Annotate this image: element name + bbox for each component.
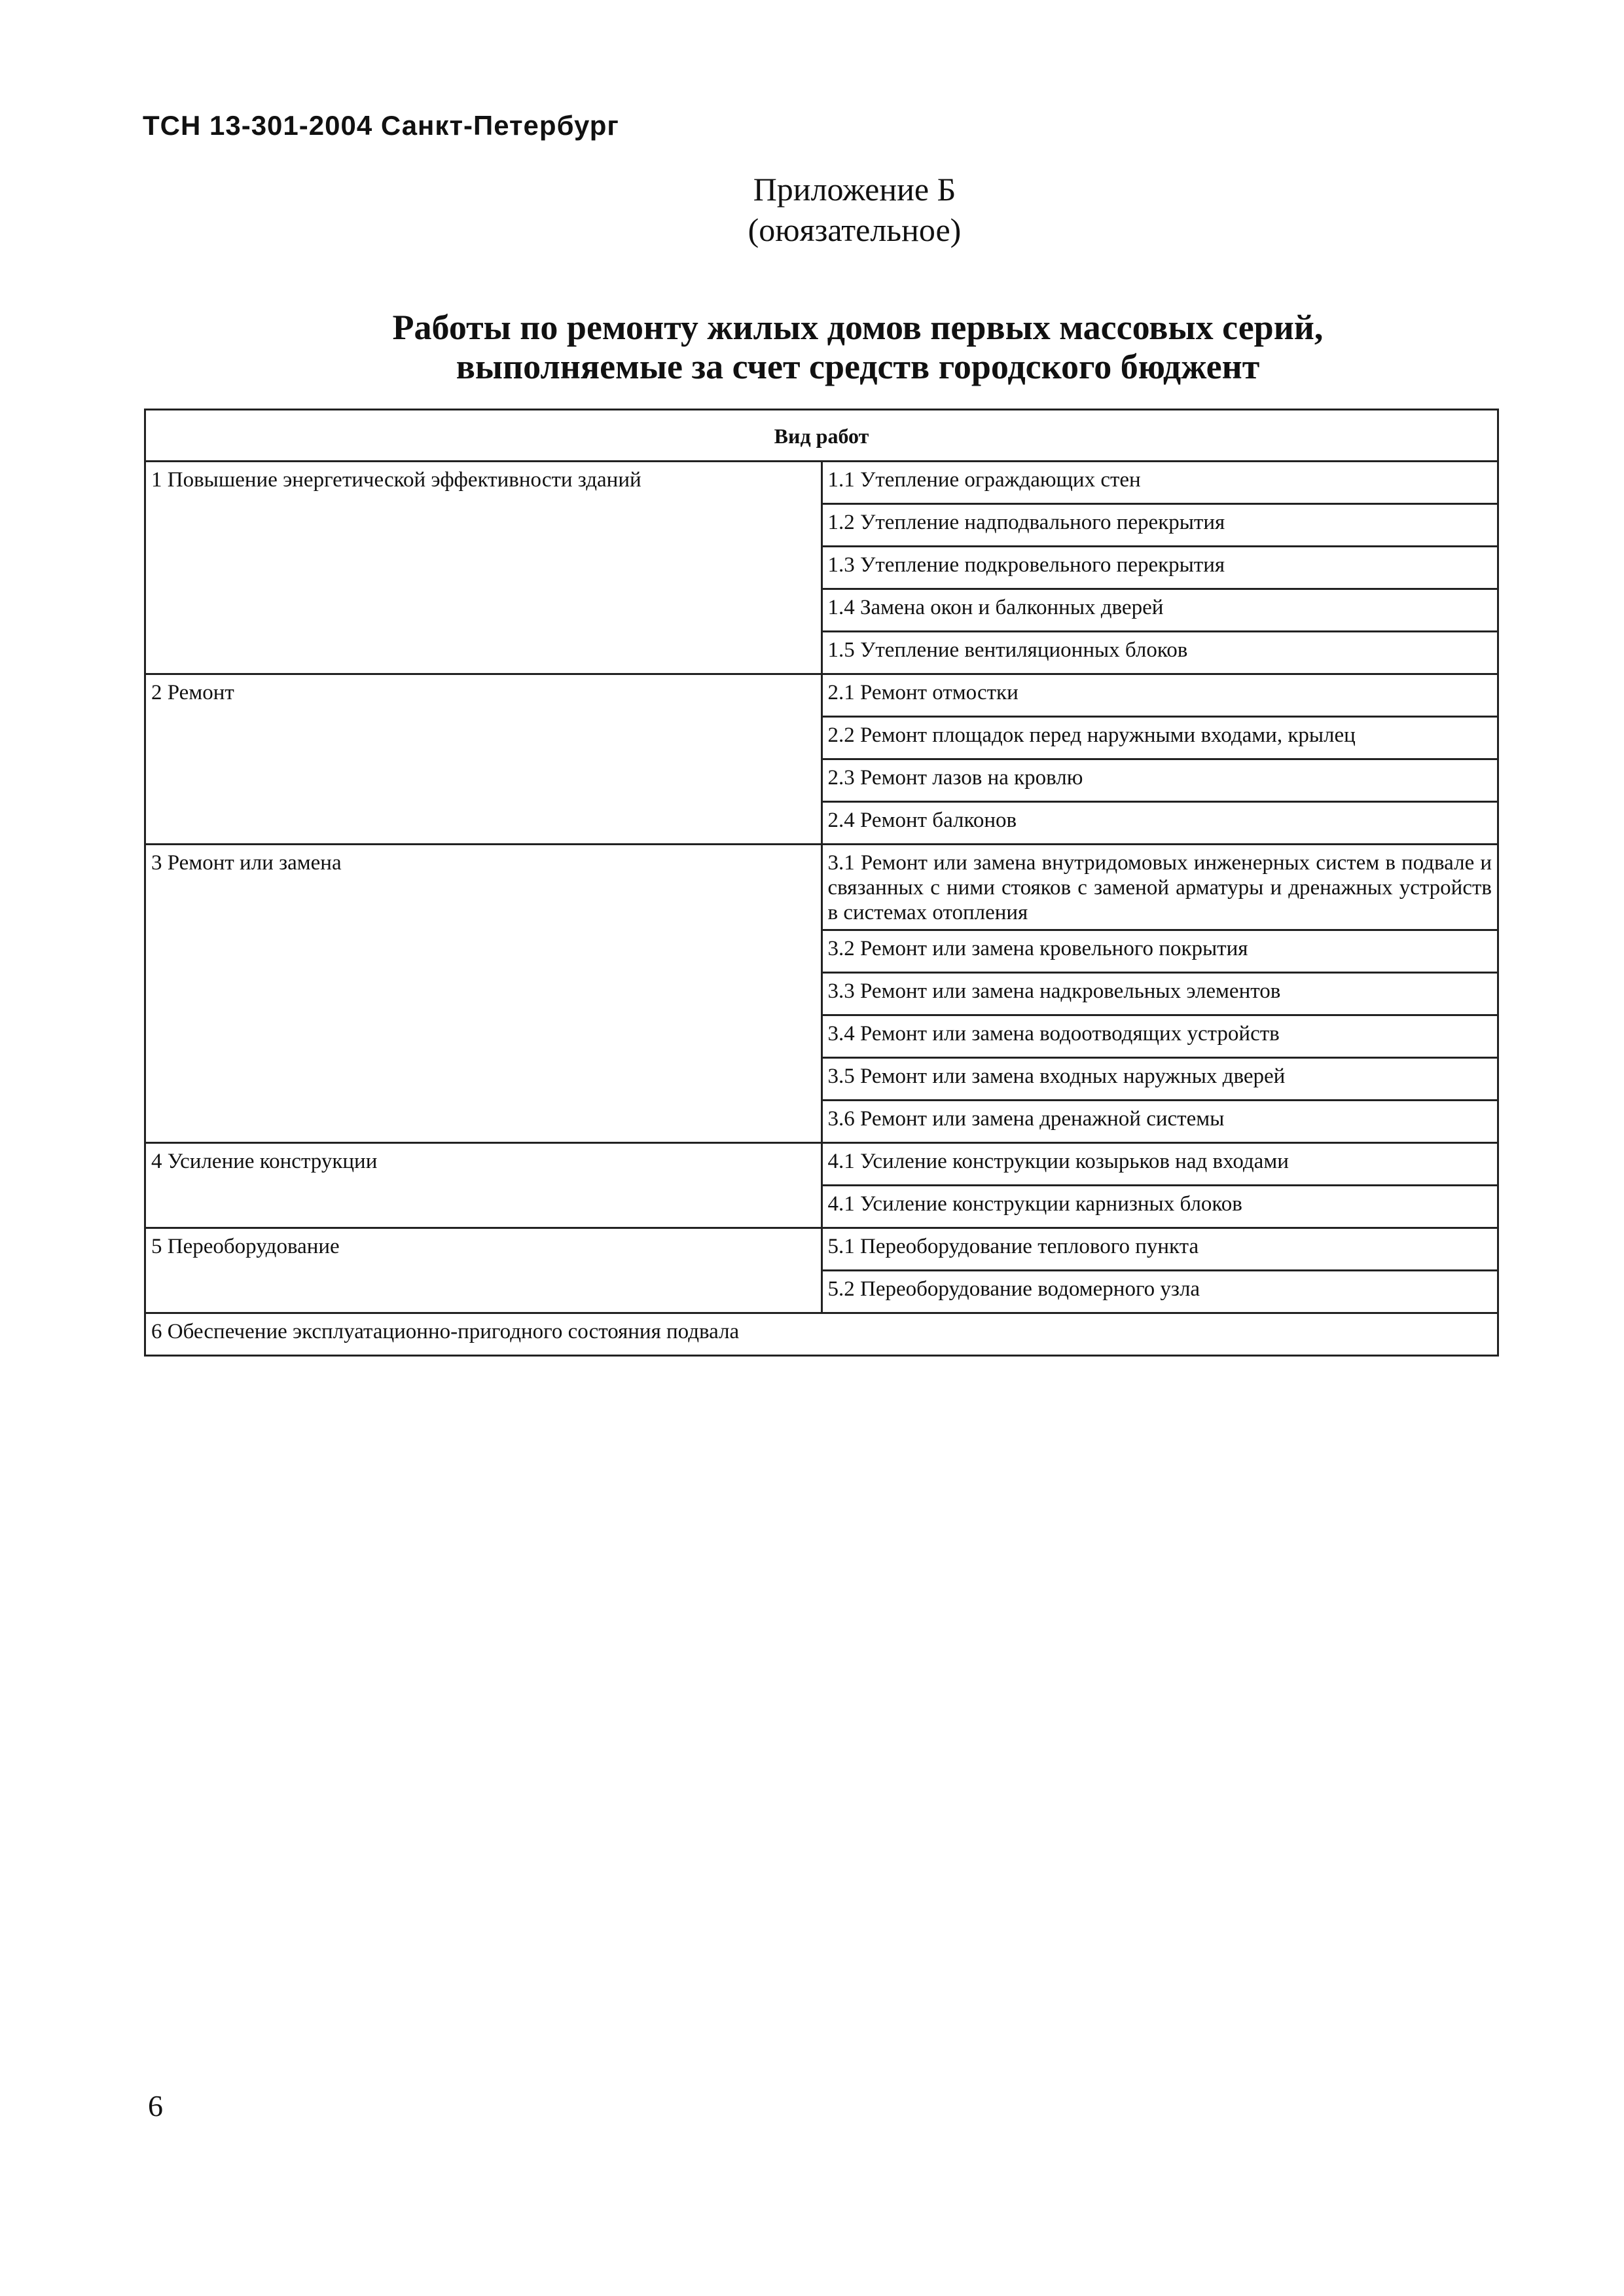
page-number: 6 bbox=[148, 2089, 163, 2123]
work-item: 2.2 Ремонт площадок перед наружными входами, крылец bbox=[821, 717, 1498, 759]
work-item: 3.4 Ремонт или замена водоотводящих устройств bbox=[821, 1015, 1498, 1058]
work-item: 5.1 Переоборудование теплового пункта bbox=[821, 1228, 1498, 1271]
work-item: 1.2 Утепление надподвального перекрытия bbox=[821, 504, 1498, 547]
document-title bbox=[0, 308, 1624, 386]
appendix-heading bbox=[0, 169, 1624, 250]
category-cell: 5 Переоборудование bbox=[145, 1228, 822, 1313]
table-row bbox=[145, 674, 1498, 717]
document-code-header: ТСН 13-301-2004 Санкт-Петербург bbox=[143, 110, 619, 141]
category-cell: 2 Ремонт bbox=[145, 674, 822, 845]
work-item: 3.3 Ремонт или замена надкровельных элементов bbox=[821, 973, 1498, 1015]
table-row bbox=[145, 462, 1498, 504]
category-cell: 4 Усиление конструкции bbox=[145, 1143, 822, 1228]
category-cell: 3 Ремонт или замена bbox=[145, 845, 822, 1143]
basement-condition-row: 6 Обеспечение эксплуатационно-пригодного состояния подвала bbox=[145, 1313, 1498, 1356]
category-cell: 1 Повышение энергетической эффективности зданий bbox=[145, 462, 822, 674]
table-row bbox=[145, 1228, 1498, 1271]
appendix-title: Приложение Б bbox=[753, 171, 956, 208]
work-item: 3.6 Ремонт или замена дренажной системы bbox=[821, 1101, 1498, 1143]
work-item: 4.1 Усиление конструкции карнизных блоков bbox=[821, 1186, 1498, 1228]
work-item: 3.1 Ремонт или замена внутридомовых инженерных систем в подвале и связанных с ними стояков с заменой арматуры и дренажных устройств в системах отопления bbox=[821, 845, 1498, 930]
work-item: 5.2 Переоборудование водомерного узла bbox=[821, 1271, 1498, 1313]
table-header-row bbox=[145, 410, 1498, 462]
title-line-2: выполняемые за счет средств городского бюджент bbox=[456, 347, 1260, 386]
appendix-subtitle: (оюязательное) bbox=[748, 211, 962, 248]
work-item: 4.1 Усиление конструкции козырьков над входами bbox=[821, 1143, 1498, 1186]
works-table bbox=[144, 409, 1499, 1357]
work-item: 3.2 Ремонт или замена кровельного покрытия bbox=[821, 930, 1498, 973]
table-row bbox=[145, 845, 1498, 930]
work-item: 1.3 Утепление подкровельного перекрытия bbox=[821, 547, 1498, 589]
work-item: 1.4 Замена окон и балконных дверей bbox=[821, 589, 1498, 632]
work-item: 1.5 Утепление вентиляционных блоков bbox=[821, 632, 1498, 674]
work-item: 3.5 Ремонт или замена входных наружных дверей bbox=[821, 1058, 1498, 1101]
work-item: 1.1 Утепление ограждающих стен bbox=[821, 462, 1498, 504]
work-item: 2.4 Ремонт балконов bbox=[821, 802, 1498, 845]
table-row bbox=[145, 1313, 1498, 1356]
work-item: 2.1 Ремонт отмостки bbox=[821, 674, 1498, 717]
work-item: 2.3 Ремонт лазов на кровлю bbox=[821, 759, 1498, 802]
table-row bbox=[145, 1143, 1498, 1186]
title-line-1: Работы по ремонту жилых домов первых массовых серий, bbox=[392, 308, 1324, 347]
table-header: Вид работ bbox=[145, 410, 1498, 462]
